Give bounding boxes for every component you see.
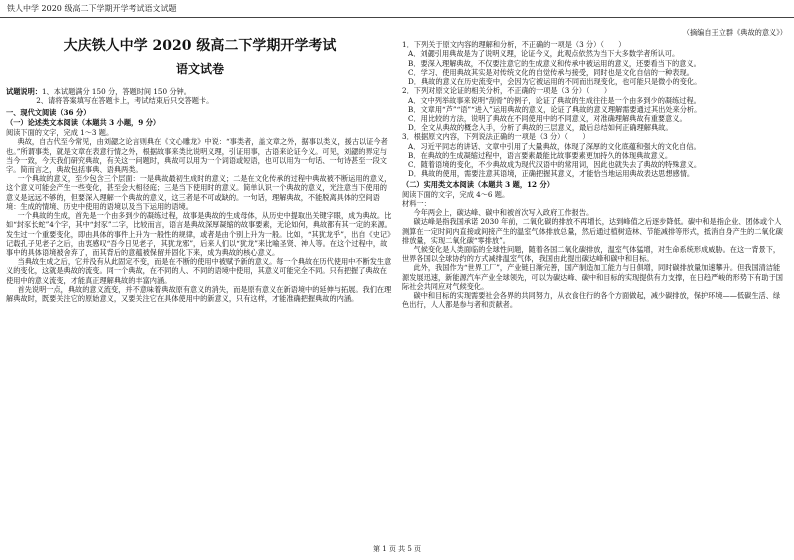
question-option: B．文章用“芦”“语”“进入”运用典故的意义，论证了典故的意义理解需要通过其出处来分析。 — [408, 104, 702, 114]
question-option: C．随着语境的变化，不少典故成为现代汉语中的常用词，因此也就失去了典故的特殊意义。 — [408, 160, 702, 170]
question-stem: 3．根据原文内容，下列说法正确的一项是（3 分）（ ） — [402, 132, 590, 142]
subsection-heading-2: （二）实用类文本阅读（本题共 3 题，12 分） — [402, 179, 554, 189]
passage-1-paragraph: 首先说明一点，典故的意义流变，并不意味着典故原有意义的消失，而是原有意义在新语境中的延伸与拓展。我们在理解典故时，既要关注它的原始意义，又要关注它在具体使用中的新意义，只有这样，才能准确把握典故的内涵。 — [6, 284, 392, 304]
passage-1-paragraph: 当典故生成之后，它并没有从此固定不变，而是在不断的使用中被赋予新的意义。每一个典故在历代使用中不断发生意义的变化，这就是典故的流变。同一个典故，在不同的人、不同的语境中使用，其意义可能完全不同。只有把握了典故在使用中的意义流变，才能真正理解典故的丰富内涵。 — [6, 257, 392, 285]
instruction-1: 阅读下面的文字，完成 1～3 题。 — [6, 128, 114, 138]
section-heading-1: 一、现代文阅读（36 分） — [6, 107, 91, 117]
notes-line-1: 1、本试题满分 150 分，答题时间 150 分钟。 — [41, 87, 191, 97]
passage-1-paragraph: 典故，自古代至今常见，由刘勰之论言则典在《文心雕龙》中说：“事类者，盖文章之外，据事以类义，援古以证今者也。”所谓事类，就是文章在表意行情之外，根据故事来类比说明义理，引证用事，古语来论证今义。可见，刘勰的界定与当今一致，今天我们研究典故，有关这一问题时，典故可以用为一个词语或短语，也可以用为一句话、一句诗甚至一段文字。简而言之，典故包括事典、语典两类。 — [6, 137, 388, 175]
passage-1-paragraph: 一个典故的意义，至少包含三个层面：一是典故最初生成时的意义；二是在文化传承的过程中典故被不断运用的意义，这个意义可能会产生一些变化，甚至会大相径庭；三是当下使用时的意义。简单认识一个典故的意义，光注意当下使用的意义是远远不够的，但要深入理解一个典故的意义，这三者是不可或缺的。一句话，理解典故，不能脱离具体的空间语境：生成的情境、历史中使用的语境以及当下运用的语境。 — [6, 174, 392, 211]
passage-2-paragraph: 今年两会上，碳达峰、碳中和被首次写入政府工作报告。 — [413, 208, 594, 218]
question-option: B．要深入理解典故，不仅要注意它的生成意义和传承中被运用的意义，还要看当下的意义。 — [408, 58, 701, 68]
question-option: D．典故的意义在历史流变中，会因为它被运用的不同而出现变化，也可能只是微小的变化。 — [408, 77, 702, 87]
passage-2-paragraph: 碳达峰是指我国承诺 2030 年前，二氧化碳的排放不再增长，达到峰值之后逐步降低。碳中和是指企业、团体或个人测算在一定时间内直接或间接产生的温室气体排放总量，然后通过植树造林、节能减排等形式，抵消自身产生的二氧化碳排放量，实现二氧化碳“零排放”。 — [402, 217, 783, 245]
passage-2-paragraph: 气候变化是人类面临的全球性问题，随着各国二氧化碳排放，温室气体猛增，对生命系统形成威胁。在这一背景下，世界各国以全球协约的方式减排温室气体，我国由此提出碳达峰和碳中和目标。 — [402, 245, 781, 264]
question-stem: 1．下列关于原文内容的理解和分析，不正确的一项是（3 分）（ ） — [402, 40, 626, 50]
passage-1 — [6, 137, 394, 303]
left-column — [6, 26, 394, 303]
right-column — [402, 26, 787, 310]
passage-1-paragraph: 一个典故的生成，首先是一个由多到少的凝练过程，故事是典故的生成母体，从历史中提取出关键字眼，成为典故。比如“封豕长蛇”4个字，其中“封豕”二字，比较而言，语言是典故深厚凝缩的故事要素，无论如何，典故都有其一定的来源。发生过一个重要变化，即由具体的事件上升为一般性的规律，或者是由个别上升为一般。比如，“其犹龙乎”，出自《史记》记载孔子见老子之后，由衷感叹“吾今日见老子，其犹龙邪”，后来人们以“犹龙”来比喻圣贤、神人等。在这个过程中，故事中的具体语境被舍弃了，而其背后的意蕴被保留并固化下来，成为典故的核心意义。 — [6, 211, 392, 257]
question-option: A．刘勰引用典故是为了说明义理，论证今义，此观点依然为当下大多数学者所认可。 — [408, 49, 680, 59]
question-option: B．在典故的生成凝缩过程中，语言要素最能比故事要素更加持久的体现典故意义。 — [408, 150, 673, 160]
exam-subtitle: 语文试卷 — [175, 61, 224, 76]
question-option: C．用比较的方法，说明了典故在不同使用中的不同意义，对准确理解典故有重要意义。 — [408, 113, 687, 123]
notes-label: 试题说明： — [6, 87, 42, 97]
question-option: A．文中列举故事来说明“刮骨”的例子，论证了典故的生成往往是一个由多到少的凝练过程。 — [408, 95, 701, 105]
passage-source: （摘编自王立群《典故的意义》） — [682, 28, 787, 37]
exam-notes — [6, 87, 394, 105]
notes-line-2: 2、请将答案填写在答题卡上，考试结束后只交答题卡。 — [36, 96, 214, 106]
subsection-heading-1: （一）论述类文本阅读（本题共 3 小题，9 分） — [6, 117, 161, 127]
question-option: D．典故的使用，需要注意其语境，正确把握其意义，才能恰当地运用典故表达思想感情。 — [408, 169, 695, 179]
questions-group-1 — [402, 40, 787, 178]
question-stem: 2．下列对原文论证的相关分析，不正确的一项是（3 分）（ ） — [402, 86, 612, 96]
question-option: A．习近平同志的讲话、文章中引用了大量典故，体现了深厚的文化底蕴和强大的文化自信。 — [408, 141, 701, 151]
passage-2-paragraph: 此外，我国作为“世界工厂”，产业链日渐完善，国产制造加工能力与日俱增，同时碳排放量加速攀升。但我国清洁能源发展迅速，新能源汽车产业全球领先，可以为碳达峰、碳中和目标的实现提供有力支撑，在日趋严峻的形势下有助于国际社会共同应对气候变化。 — [402, 263, 783, 291]
exam-title: 大庆铁人中学 2020 级高二下学期开学考试 — [63, 38, 337, 54]
passage-2 — [402, 208, 787, 309]
question-option: C．学习、使用典故其实是对传统文化的自觉传承与接受，同时也是文化自信的一种表现。 — [408, 67, 694, 77]
passage-2-paragraph: 碳中和目标的实现需要社会各界的共同努力，从衣食住行的各个方面做起，减少碳排放，保护环境——低碳生活、绿色出行，人人都是参与者和贡献者。 — [402, 291, 781, 310]
instruction-2: 阅读下面的文字，完成 4～6 题。 — [402, 189, 510, 199]
page-header: 铁人中学 2020 级高二下学期开学考试语文试题 — [0, 0, 794, 18]
question-option: D．全文从典故的概念入手，分析了典故的三层意义，最后总结如何正确理解典故。 — [408, 123, 673, 133]
material-label: 材料一： — [402, 198, 431, 208]
page-footer: 第 1 页 共 5 页 — [372, 545, 422, 553]
